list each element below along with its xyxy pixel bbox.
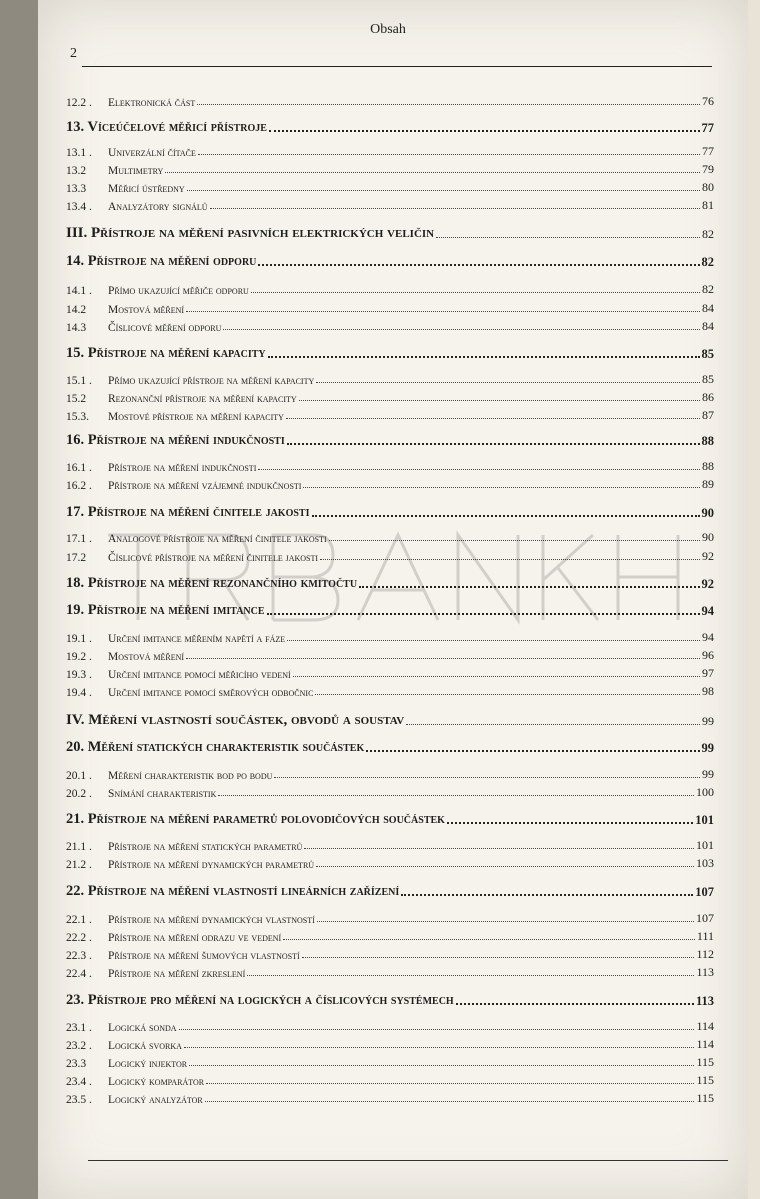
- toc-part-entry: [66, 712, 714, 729]
- footer-rule: [88, 1160, 728, 1161]
- toc-entry-number: 23.5 .: [66, 1094, 92, 1106]
- dot-leader: [312, 515, 700, 517]
- toc-entry-title: Univerzální čítače: [108, 147, 196, 159]
- toc-entry-title: 20. Měření statických charakteristik součástek: [66, 739, 365, 755]
- toc-entry-title: 19. Přístroje na měření imitance: [66, 602, 265, 618]
- toc-section-entry: [66, 648, 714, 663]
- dot-leader: [268, 356, 700, 358]
- toc-page-number: 114: [696, 1019, 714, 1033]
- toc-section-entry: [66, 965, 714, 980]
- toc-page-number: 113: [695, 994, 714, 1008]
- toc-entry-title: Přímo ukazující přístroje na měření kapacity: [108, 375, 315, 387]
- toc-chapter-entry: [66, 119, 714, 136]
- toc-section-entry: [66, 94, 714, 109]
- toc-page-number: 97: [702, 666, 714, 680]
- toc-entry-number: 15.1 .: [66, 375, 92, 387]
- toc-section-entry: [66, 198, 714, 213]
- toc-section-entry: [66, 785, 714, 800]
- toc-page-number: 103: [696, 856, 714, 870]
- toc-page-number: 88: [701, 434, 714, 448]
- toc-entry-title: Logický injektor: [108, 1058, 188, 1070]
- toc-entry-title: III. Přístroje na měření pasivních elektrických veličin: [66, 225, 435, 241]
- toc-entry-title: Elektronická část: [108, 97, 196, 109]
- toc-entry-title: 22. Přístroje na měření vlastností lineárních zařízení: [66, 883, 400, 899]
- toc-entry-number: 23.1 .: [66, 1022, 92, 1034]
- toc-entry-title: Mostová měření: [108, 651, 185, 663]
- toc-page-number: 82: [701, 255, 714, 269]
- page-number: 2: [70, 46, 77, 61]
- dot-leader: [258, 264, 699, 266]
- toc-entry-number: 16.2 .: [66, 480, 92, 492]
- toc-chapter-entry: [66, 992, 714, 1009]
- book-page: [38, 0, 748, 1199]
- toc-entry-number: 20.2 .: [66, 788, 92, 800]
- toc-entry-title: Logická sonda: [108, 1022, 177, 1034]
- toc-page-number: 107: [695, 885, 714, 899]
- toc-entry-title: Přístroje na měření dynamických vlastností: [108, 914, 315, 926]
- toc-page-number: 80: [702, 180, 714, 194]
- toc-page-number: 92: [701, 577, 714, 591]
- toc-chapter-entry: [66, 602, 714, 619]
- toc-page-number: 99: [702, 767, 714, 781]
- dot-leader: [287, 640, 700, 641]
- toc-entry-number: 22.2 .: [66, 932, 92, 944]
- dot-leader: [165, 172, 700, 173]
- toc-section-entry: [66, 459, 714, 474]
- toc-entry-number: 15.2: [66, 393, 87, 405]
- toc-section-entry: [66, 180, 714, 195]
- toc-page-number: 112: [696, 947, 714, 961]
- toc-page-number: 85: [701, 347, 714, 361]
- toc-section-entry: [66, 1091, 714, 1106]
- dot-leader: [401, 894, 693, 896]
- dot-leader: [320, 559, 700, 560]
- toc-section-entry: [66, 1019, 714, 1034]
- dot-leader: [303, 487, 700, 488]
- dot-leader: [210, 208, 700, 209]
- dot-leader: [447, 822, 693, 824]
- toc-entry-title: Číslicové měření odporu: [108, 322, 222, 334]
- toc-section-entry: [66, 911, 714, 926]
- page-header: [68, 20, 708, 60]
- toc-page-number: 111: [696, 929, 714, 943]
- toc-page-number: 90: [702, 530, 714, 544]
- toc-entry-number: 14.3: [66, 322, 87, 334]
- toc-entry-number: 14.1 .: [66, 285, 92, 297]
- toc-entry-number: 12.2 .: [66, 97, 92, 109]
- toc-part-entry: [66, 225, 714, 242]
- toc-page-number: 113: [696, 965, 714, 979]
- dot-leader: [206, 1083, 694, 1084]
- toc-entry-number: 17.2: [66, 552, 87, 564]
- toc-page-number: 107: [696, 911, 714, 925]
- running-head-title: Obsah: [370, 22, 406, 37]
- dot-leader: [406, 724, 700, 725]
- toc-section-entry: [66, 630, 714, 645]
- toc-page-number: 114: [696, 1037, 714, 1051]
- dot-leader: [267, 613, 700, 615]
- toc-page-number: 99: [701, 741, 714, 755]
- toc-entry-title: Měřicí ústředny: [108, 183, 185, 195]
- toc-section-entry: [66, 372, 714, 387]
- toc-page-number: 100: [696, 785, 714, 799]
- toc-entry-title: Mostové přístroje na měření kapacity: [108, 411, 284, 423]
- toc-page-number: 82: [702, 282, 714, 296]
- toc-entry-title: Logický komparátor: [108, 1076, 205, 1088]
- toc-chapter-entry: [66, 345, 714, 362]
- toc-page-number: 87: [702, 408, 714, 422]
- toc-entry-number: 20.1 .: [66, 770, 92, 782]
- dot-leader: [198, 154, 700, 155]
- toc-entry-number: 13.1 .: [66, 147, 92, 159]
- toc-page-number: 82: [702, 227, 714, 241]
- toc-chapter-entry: [66, 883, 714, 900]
- toc-entry-number: 19.4 .: [66, 687, 92, 699]
- toc-entry-title: 23. Přístroje pro měření na logických a číslicových systémech: [66, 992, 454, 1008]
- toc-entry-number: 15.3.: [66, 411, 89, 423]
- toc-page-number: 99: [702, 714, 714, 728]
- dot-leader: [316, 866, 694, 867]
- toc-entry-title: IV. Měření vlastností součástek, obvodů a soustav: [66, 712, 405, 728]
- toc-page-number: 98: [702, 684, 714, 698]
- toc-section-entry: [66, 144, 714, 159]
- toc-entry-title: 15. Přístroje na měření kapacity: [66, 345, 266, 361]
- toc-page-number: 77: [701, 121, 714, 135]
- toc-entry-title: 14. Přístroje na měření odporu: [66, 253, 257, 269]
- toc-entry-number: 13.2: [66, 165, 87, 177]
- toc-entry-number: 23.3: [66, 1058, 87, 1070]
- toc-entry-number: 14.2: [66, 304, 87, 316]
- toc-section-entry: [66, 684, 714, 699]
- dot-leader: [186, 311, 700, 312]
- toc-page-number: 81: [702, 198, 714, 212]
- toc-entry-title: Přístroje na měření dynamických parametrů: [108, 859, 315, 871]
- dot-leader: [274, 777, 700, 778]
- toc-entry-number: 16.1 .: [66, 462, 92, 474]
- toc-page-number: 94: [701, 604, 714, 618]
- toc-entry-title: Rezonanční přístroje na měření kapacity: [108, 393, 297, 405]
- dot-leader: [316, 382, 700, 383]
- dot-leader: [269, 130, 700, 132]
- toc-section-entry: [66, 1073, 714, 1088]
- dot-leader: [186, 658, 700, 659]
- toc-chapter-entry: [66, 253, 714, 270]
- toc-chapter-entry: [66, 739, 714, 756]
- toc-page-number: 115: [696, 1073, 714, 1087]
- toc-page-number: 90: [701, 506, 714, 520]
- toc-page-number: 101: [695, 813, 714, 827]
- dot-leader: [187, 190, 700, 191]
- toc-page-number: 88: [702, 459, 714, 473]
- toc-section-entry: [66, 319, 714, 334]
- toc-page-number: 92: [702, 549, 714, 563]
- toc-entry-number: 22.4 .: [66, 968, 92, 980]
- toc-entry-title: Číslicové přístroje na měření činitele jakosti: [108, 552, 319, 564]
- toc-section-entry: [66, 767, 714, 782]
- toc-entry-title: 13. Víceúčelové měřicí přístroje: [66, 119, 267, 135]
- toc-section-entry: [66, 301, 714, 316]
- dot-leader: [189, 1065, 694, 1066]
- toc-entry-title: Logická svorka: [108, 1040, 182, 1052]
- toc-entry-title: Přístroje na měření indukčnosti: [108, 462, 257, 474]
- toc-entry-number: 17.1 .: [66, 533, 92, 545]
- toc-page-number: 86: [702, 390, 714, 404]
- toc-entry-title: Přístroje na měření statických parametrů: [108, 841, 303, 853]
- dot-leader: [436, 237, 700, 238]
- dot-leader: [359, 586, 699, 588]
- toc-section-entry: [66, 408, 714, 423]
- toc-section-entry: [66, 477, 714, 492]
- toc-entry-number: 13.3: [66, 183, 87, 195]
- toc-entry-title: 18. Přístroje na měření rezonančního kmitočtu: [66, 575, 358, 591]
- dot-leader: [317, 921, 694, 922]
- dot-leader: [197, 104, 700, 105]
- dot-leader: [283, 939, 695, 940]
- dot-leader: [179, 1029, 695, 1030]
- dot-leader: [366, 750, 699, 752]
- dot-leader: [302, 957, 695, 958]
- toc-section-entry: [66, 947, 714, 962]
- toc-section-entry: [66, 162, 714, 177]
- toc-chapter-entry: [66, 504, 714, 521]
- toc-entry-title: 17. Přístroje na měření činitele jakosti: [66, 504, 310, 520]
- dot-leader: [293, 676, 700, 677]
- toc-entry-title: Přístroje na měření zkreslení: [108, 968, 246, 980]
- dot-leader: [299, 400, 700, 401]
- toc-entry-number: 21.2 .: [66, 859, 92, 871]
- toc-page-number: 76: [702, 94, 714, 108]
- toc-entry-title: 21. Přístroje na měření parametrů polovodičových součástek: [66, 811, 445, 827]
- toc-entry-number: 19.1 .: [66, 633, 92, 645]
- dot-leader: [329, 540, 700, 541]
- toc-entry-title: Přístroje na měření vzájemné indukčnosti: [108, 480, 302, 492]
- toc-page-number: 96: [702, 648, 714, 662]
- dot-leader: [251, 292, 700, 293]
- toc-entry-title: Měření charakteristik bod po bodu: [108, 770, 273, 782]
- toc-page-number: 84: [702, 319, 714, 333]
- toc-page-number: 77: [702, 144, 714, 158]
- toc-chapter-entry: [66, 575, 714, 592]
- toc-entry-title: Snímání charakteristik: [108, 788, 217, 800]
- toc-entry-title: Mostová měření: [108, 304, 185, 316]
- dot-leader: [258, 469, 700, 470]
- toc-entry-title: Určení imitance měřením napětí a fáze: [108, 633, 286, 645]
- toc-entry-number: 13.4 .: [66, 201, 92, 213]
- dot-leader: [205, 1101, 695, 1102]
- header-rule: [82, 66, 712, 67]
- toc-page-number: 89: [702, 477, 714, 491]
- toc-section-entry: [66, 390, 714, 405]
- toc-entry-number: 23.4 .: [66, 1076, 92, 1088]
- toc-entry-title: Analogové přístroje na měření činitele jakosti: [108, 533, 327, 545]
- toc-page-number: 85: [702, 372, 714, 386]
- toc-entry-number: 21.1 .: [66, 841, 92, 853]
- dot-leader: [218, 795, 694, 796]
- dot-leader: [184, 1047, 695, 1048]
- toc-section-entry: [66, 1037, 714, 1052]
- toc-section-entry: [66, 666, 714, 681]
- toc-entry-title: Přístroje na měření šumových vlastností: [108, 950, 300, 962]
- toc-section-entry: [66, 856, 714, 871]
- toc-section-entry: [66, 549, 714, 564]
- toc-entry-title: Určení imitance pomocí směrových odbočnic: [108, 687, 314, 699]
- toc-chapter-entry: [66, 432, 714, 449]
- dot-leader: [287, 443, 700, 445]
- toc-section-entry: [66, 838, 714, 853]
- toc-entry-title: 16. Přístroje na měření indukčnosti: [66, 432, 285, 448]
- dot-leader: [315, 694, 700, 695]
- toc-page-number: 79: [702, 162, 714, 176]
- toc-entry-number: 22.3 .: [66, 950, 92, 962]
- toc-section-entry: [66, 282, 714, 297]
- toc-page-number: 94: [702, 630, 714, 644]
- toc-entry-title: Určení imitance pomocí měřicího vedení: [108, 669, 291, 681]
- toc-entry-number: 19.2 .: [66, 651, 92, 663]
- toc-entry-title: Přímo ukazující měřiče odporu: [108, 285, 249, 297]
- toc-page-number: 115: [696, 1091, 714, 1105]
- toc-page-number: 101: [696, 838, 714, 852]
- dot-leader: [223, 329, 700, 330]
- toc-section-entry: [66, 929, 714, 944]
- toc-chapter-entry: [66, 811, 714, 828]
- toc-entry-title: Přístroje na měření odrazu ve vedení: [108, 932, 282, 944]
- toc-entry-number: 23.2 .: [66, 1040, 92, 1052]
- toc-entry-title: Analyzátory signálů: [108, 201, 208, 213]
- toc-entry-title: Logický analyzátor: [108, 1094, 203, 1106]
- toc-entry-number: 19.3 .: [66, 669, 92, 681]
- toc-page-number: 115: [696, 1055, 714, 1069]
- dot-leader: [304, 848, 694, 849]
- toc-entry-title: Multimetry: [108, 165, 164, 177]
- toc-section-entry: [66, 530, 714, 545]
- toc-page-number: 84: [702, 301, 714, 315]
- dot-leader: [286, 418, 700, 419]
- dot-leader: [247, 975, 694, 976]
- toc-entry-number: 22.1 .: [66, 914, 92, 926]
- dot-leader: [456, 1003, 694, 1005]
- toc-section-entry: [66, 1055, 714, 1070]
